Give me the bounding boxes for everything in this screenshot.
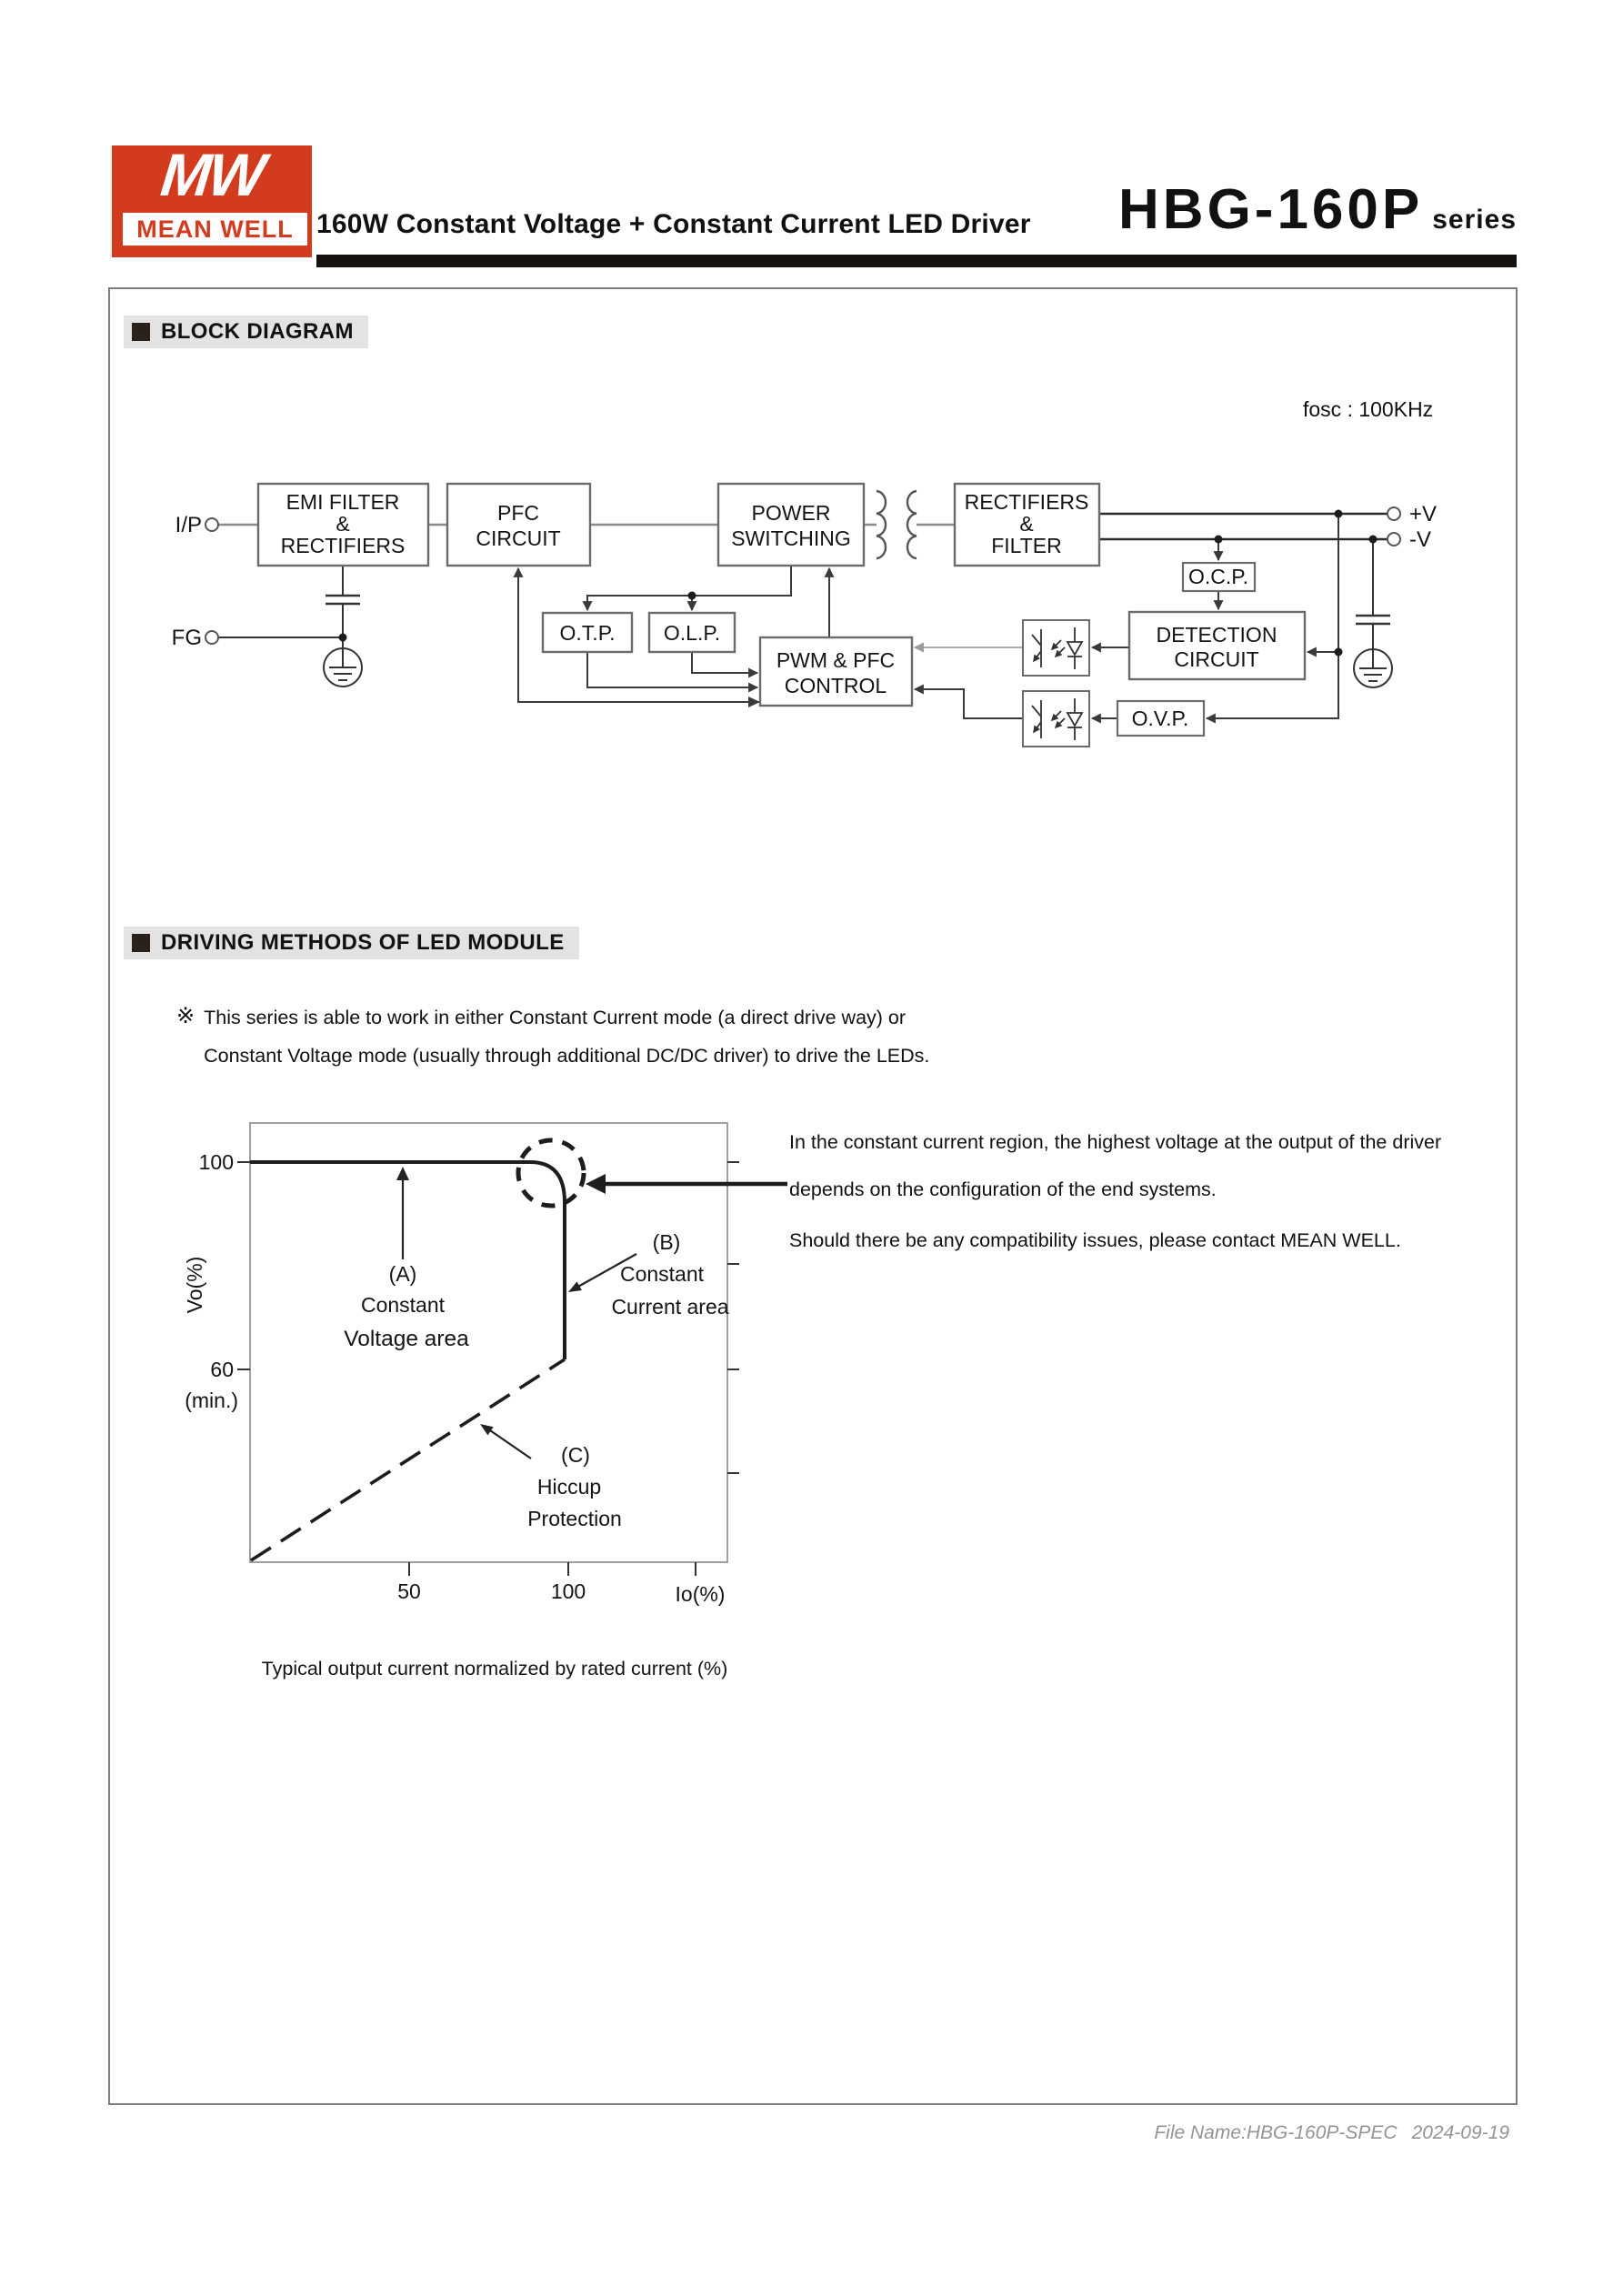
- block-rectifiers-filter: [955, 484, 1099, 566]
- svg-text:CIRCUIT: CIRCUIT: [476, 526, 561, 550]
- series-suffix: series: [1432, 205, 1517, 235]
- block-detection-circuit: [1129, 612, 1305, 679]
- fosc-label: fosc : 100KHz: [1303, 397, 1434, 421]
- section-bullet-icon: [132, 323, 150, 341]
- ytick-60: 60: [210, 1358, 234, 1381]
- svg-text:FILTER: FILTER: [991, 534, 1062, 557]
- svg-text:SWITCHING: SWITCHING: [731, 526, 851, 550]
- terminal-vplus: +V: [1409, 502, 1438, 526]
- section-driving-methods: [124, 927, 579, 959]
- side-line-1: In the constant current region, the highest voltage at the output of the driver: [789, 1131, 1442, 1153]
- svg-text:CIRCUIT: CIRCUIT: [1174, 647, 1259, 671]
- led-drive-graph-svg: [136, 1091, 791, 1691]
- label-a: (A): [388, 1262, 417, 1286]
- brand-band: [123, 213, 307, 246]
- section-title: BLOCK DIAGRAM: [161, 319, 354, 344]
- output-earth-chain: [1354, 539, 1392, 687]
- header-rule: [316, 255, 1517, 267]
- side-line-2: depends on the configuration of the end systems.: [789, 1178, 1217, 1200]
- terminal-vminus: -V: [1409, 527, 1431, 552]
- svg-text:PFC: PFC: [497, 501, 539, 525]
- knee-highlight-circle: [518, 1140, 584, 1206]
- axis-ticks: [237, 1162, 739, 1576]
- label-b: (B): [652, 1230, 681, 1254]
- optocoupler-upper-icon: [1023, 620, 1089, 676]
- plot-frame: [250, 1123, 727, 1562]
- hiccup-dashed-line: [251, 1359, 565, 1560]
- region-labels: [344, 1230, 729, 1530]
- svg-text:&: &: [1019, 512, 1034, 536]
- label-c-3: Protection: [527, 1507, 622, 1530]
- svg-text:O.T.P.: O.T.P.: [559, 621, 616, 645]
- xtick-50: 50: [397, 1579, 421, 1603]
- section-block-diagram: [124, 316, 368, 348]
- block-pfc-circuit: [447, 484, 590, 566]
- note-line-2: Constant Voltage mode (usually through additional DC/DC driver) to drive the LEDs.: [204, 1045, 930, 1067]
- series-title: [1118, 178, 1517, 241]
- product-subtitle: 160W Constant Voltage + Constant Current LED Driver: [316, 209, 1031, 239]
- label-c-2: Hiccup: [536, 1475, 602, 1499]
- block-ocp: [1183, 563, 1255, 591]
- y-axis-label: Vo(%): [183, 1256, 206, 1314]
- terminal-fg: FG: [171, 626, 202, 650]
- label-c: (C): [561, 1443, 590, 1467]
- svg-text:O.L.P.: O.L.P.: [663, 621, 721, 645]
- series-name: HBG-160P: [1118, 178, 1424, 241]
- output-rails: [1099, 514, 1388, 539]
- svg-text:O.C.P.: O.C.P.: [1187, 565, 1249, 588]
- svg-text:PWM & PFC: PWM & PFC: [776, 648, 896, 672]
- footer-date: 2024-09-19: [1411, 2122, 1509, 2143]
- svg-text:&: &: [336, 512, 350, 536]
- reference-mark: ※: [176, 1004, 195, 1028]
- constant-current-note: [789, 1118, 1526, 1264]
- label-b-3: Current area: [611, 1295, 729, 1318]
- block-pwm-pfc-control: [760, 637, 912, 706]
- page-footer: [1154, 2122, 1509, 2144]
- note-line-1: This series is able to work in either Constant Current mode (a direct drive way) or: [204, 1007, 907, 1028]
- transformer-icon: [877, 491, 917, 558]
- svg-text:O.V.P.: O.V.P.: [1131, 707, 1189, 730]
- side-line-3: Should there be any compatibility issues, please contact MEAN WELL.: [789, 1229, 1401, 1251]
- arrow-into-pwm: [748, 697, 760, 707]
- ytick-100: 100: [198, 1150, 234, 1174]
- block-diagram-svg: [107, 418, 1516, 927]
- mw-monogram-icon: MW: [157, 141, 266, 208]
- svg-text:RECTIFIERS: RECTIFIERS: [280, 534, 406, 557]
- optocoupler-lower-icon: [1023, 691, 1089, 747]
- block-ovp: [1117, 701, 1204, 736]
- svg-text:CONTROL: CONTROL: [784, 674, 887, 697]
- section-bullet-icon: [132, 934, 150, 952]
- xtick-100: 100: [550, 1579, 586, 1603]
- block-emi-filter-rectifiers: [258, 484, 428, 566]
- axis-labels: [183, 1150, 725, 1606]
- mean-well-logo: [112, 141, 312, 257]
- svg-text:EMI FILTER: EMI FILTER: [286, 490, 400, 514]
- svg-text:RECTIFIERS: RECTIFIERS: [964, 490, 1089, 514]
- driving-methods-note: [176, 998, 929, 1075]
- ytick-min: (min.): [185, 1389, 238, 1412]
- svg-text:DETECTION: DETECTION: [1156, 623, 1277, 647]
- label-a-2: Constant: [360, 1293, 446, 1317]
- block-power-switching: [718, 484, 864, 566]
- fg-earth-chain: [218, 566, 362, 687]
- x-axis-label: Io(%): [675, 1582, 726, 1606]
- svg-text:POWER: POWER: [751, 501, 831, 525]
- section-title: DRIVING METHODS OF LED MODULE: [161, 930, 565, 955]
- terminal-ip: I/P: [175, 513, 202, 537]
- graph-caption: Typical output current normalized by rated current (%): [261, 1658, 728, 1679]
- brand-name: MEAN WELL: [136, 215, 294, 243]
- block-otp: [543, 613, 632, 652]
- footer-file-name: File Name:HBG-160P-SPEC: [1154, 2122, 1398, 2143]
- label-a-3: Voltage area: [344, 1327, 469, 1351]
- block-olp: [649, 613, 735, 652]
- label-b-2: Constant: [619, 1262, 705, 1286]
